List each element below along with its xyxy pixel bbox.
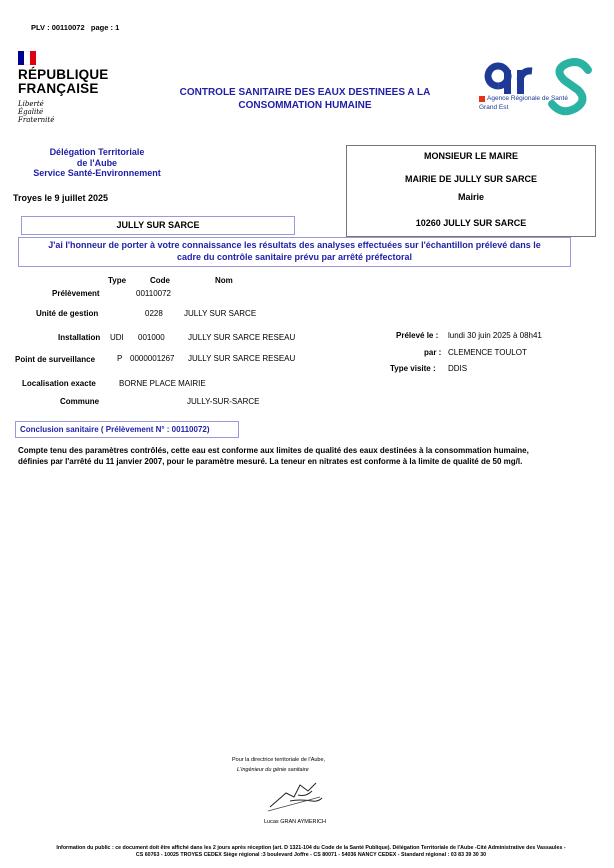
letter-date: Troyes le 9 juillet 2025 [13, 193, 109, 203]
prelevement-code: 00110072 [136, 289, 171, 298]
installation-code: 001000 [138, 333, 165, 342]
plv-number: PLV : 00110072 [31, 23, 85, 32]
recipient-name: MONSIEUR LE MAIRE [423, 151, 518, 161]
col-header-nom: Nom [215, 276, 233, 285]
signatory-name: Lucas GRAN AYMERICH [264, 819, 326, 825]
conclusion-title: Conclusion sanitaire ( Prélèvement N° : 00110072) [15, 421, 239, 438]
recipient-box [346, 145, 596, 237]
installation-label: Installation [58, 333, 101, 342]
page-number: page : 1 [90, 23, 120, 32]
motto-liberte: Liberté [18, 100, 44, 108]
unite-gestion-label: Unité de gestion [36, 309, 99, 318]
intro-line-2: cadre du contrôle sanitaire prévu par arrêté préfectoral [176, 251, 413, 262]
unite-gestion-nom: JULLY SUR SARCE [184, 309, 257, 318]
signature-block [232, 757, 352, 829]
recipient-address: 10260 JULLY SUR SARCE [415, 218, 527, 228]
intro-line-1: J'ai l'honneur de porter à votre connaissance les résultats des analyses effectuées sur l'échantillon prélevé dans le [48, 240, 541, 250]
conclusion-text [18, 445, 603, 467]
document-title [150, 86, 460, 112]
sender-line-2: de l'Aube [76, 157, 118, 168]
intro-box [18, 237, 571, 267]
conclusion-line-1: Compte tenu des paramètres contrôlés, cette eau est conforme aux limites de qualité des eaux destinées à la consommation humaine, [18, 446, 529, 455]
footer-line-2: CS 60763 - 10025 TROYES CEDEX Siège régional :3 boulevard Joffre - CS 80071 - 54036 NANCY CEDEX - Standard régional : 03 83 39 30 30 [135, 852, 487, 858]
conclusion-line-2: définies par l'arrêté du 11 janvier 2007, pour le paramètre mesuré. La teneur en nitrates est conforme à la limite de qualité de 50 mg/l. [18, 457, 523, 466]
installation-type: UDI [110, 333, 124, 342]
commune-label: Commune [60, 397, 100, 406]
motto-egalite: Égalité [18, 108, 44, 116]
localisation-value: BORNE PLACE MAIRIE [119, 379, 206, 388]
point-surveillance-nom: JULLY SUR SARCE RESEAU [188, 354, 296, 363]
rf-title-1: RÉPUBLIQUE [18, 67, 109, 82]
col-header-code: Code [150, 276, 170, 285]
sender-line-3: Service Santé-Environnement [33, 168, 161, 178]
type-visite-label: Type visite : [390, 364, 436, 373]
unite-gestion-code: 0228 [145, 309, 163, 318]
rf-title-2: FRANÇAISE [18, 81, 99, 96]
marianne-flag-icon [18, 51, 36, 65]
ars-logo-icon [478, 52, 598, 124]
preleve-par-label: par : [424, 348, 442, 357]
footer [16, 845, 606, 859]
recipient-dept: Mairie [457, 192, 484, 202]
sender-line-1: Délégation Territoriale [49, 147, 145, 157]
motto-fraternite: Fraternité [18, 116, 55, 124]
signature-line-2: L'ingénieur du génie sanitaire [237, 767, 309, 773]
rf-motto [18, 100, 109, 124]
signature-line-1: Pour la directrice territoriale de l'Aube, [232, 757, 326, 763]
ars-logo [478, 52, 598, 124]
point-surveillance-type: P [117, 354, 123, 363]
recipient-org: MAIRIE DE JULLY SUR SARCE [404, 174, 538, 184]
republique-francaise-logo [18, 51, 109, 124]
ars-agency: Agence Régionale de Santé [487, 95, 568, 102]
preleve-par-value: CLEMENCE TOULOT [448, 348, 527, 357]
footer-line-1: Information du public : ce document doit être affiché dans les 2 jours après réception (art. D 1321-104 du Code de la Santé Publique). Délégation Territoriale de l'Aube -Cité Administrative des Vassaules - [56, 845, 566, 851]
sender-block [22, 147, 172, 179]
handwritten-signature-icon [260, 775, 330, 815]
point-surveillance-code: 0000001267 [130, 354, 175, 363]
ars-square-icon [479, 96, 485, 102]
preleve-le-value: lundi 30 juin 2025 à 08h41 [448, 331, 542, 340]
prelevement-label: Prélèvement [52, 289, 100, 298]
commune-box: JULLY SUR SARCE [21, 216, 295, 235]
title-line-1: CONTROLE SANITAIRE DES EAUX DESTINEES A LA [179, 87, 431, 98]
col-header-type: Type [108, 276, 127, 285]
commune-value: JULLY-SUR-SARCE [187, 397, 260, 406]
type-visite-value: DDIS [448, 364, 468, 373]
localisation-label: Localisation exacte [22, 379, 96, 388]
title-line-2: CONSOMMATION HUMAINE [238, 100, 372, 111]
point-surveillance-label: Point de surveillance [15, 355, 96, 364]
preleve-le-label: Prélevé le : [396, 331, 439, 340]
installation-nom: JULLY SUR SARCE RESEAU [188, 333, 296, 342]
page-reference [31, 23, 119, 32]
ars-region: Grand Est [479, 104, 509, 111]
